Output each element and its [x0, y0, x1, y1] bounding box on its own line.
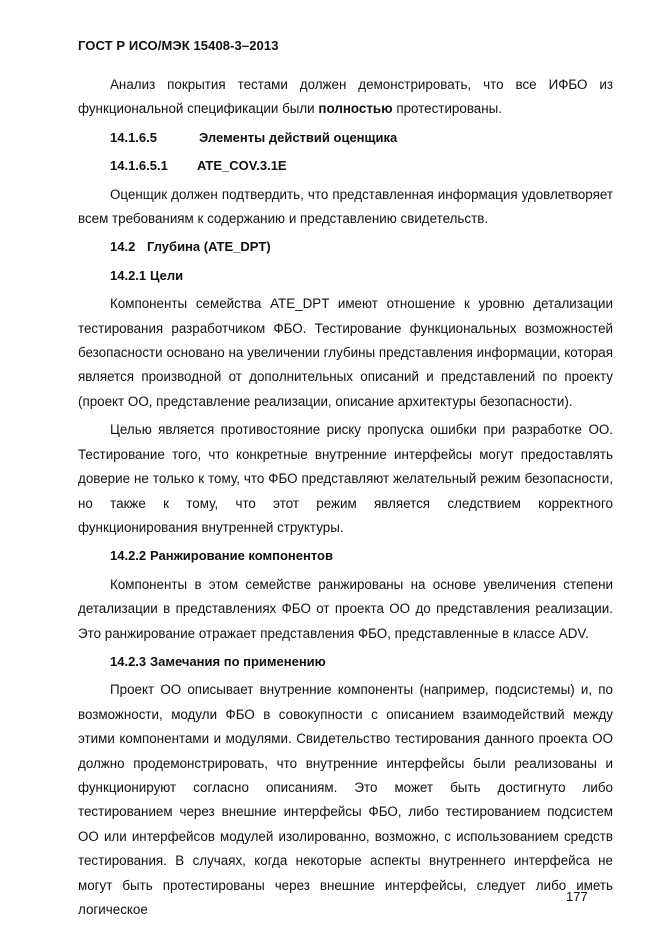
section-heading-14-1-6-5-1	[78, 154, 613, 178]
page-number: 177	[566, 889, 588, 904]
section-heading-14-1-6-5	[78, 126, 613, 150]
section-heading-14-2	[78, 235, 613, 259]
section-number: 14.2	[110, 239, 136, 255]
section-title: ATE_COV.3.1E	[197, 158, 287, 174]
section-title: Ранжирование компонентов	[150, 548, 333, 564]
section-title: Элементы действий оценщика	[199, 129, 398, 145]
paragraph-text: Анализ покрытия тестами должен демонстрировать, что все ИФБО из функциональной спецификации были	[78, 77, 613, 117]
section-title: Замечания по применению	[150, 653, 326, 669]
section-heading-14-2-2	[78, 544, 613, 568]
section-number: 14.2.1	[110, 267, 147, 283]
page-content	[78, 73, 613, 926]
paragraph-objectives: Компоненты семейства ATE_DPT имеют отношение к уровню детализации тестирования разработчиком ФБО. Тестирование функциональных возможностей безопасности основано на увеличении глубины представления информации, которая является производной от дополнительных описаний и представлений по проекту (проект ОО, представление реализации, описание архитектуры безопасности).	[78, 296, 613, 409]
paragraph-goal: Целью является противостояние риску пропуска ошибки при разработке ОО. Тестирование того, что конкретные внутренние интерфейсы могут предоставлять доверие не только к тому, что ФБО представляют желательный режим безопасности, но также к тому, что этот режим является следствием корректного функционирования внутренней структуры.	[78, 422, 613, 535]
paragraph-application-notes: Проект ОО описывает внутренние компоненты (например, подсистемы) и, по возможности, модули ФБО в совокупности с описанием взаимодействий между этими компонентами и модулями. Свидетельство тестирования данного проекта ОО должно продемонстрировать, что внутренние интерфейсы были реализованы и функционируют согласно описаниям. Это может быть достигнуто либо тестированием через внешние интерфейсы ФБО, либо тестированием подсистем ОО или интерфейсов модулей изолированно, возможно, с использованием средств тестирования. В случаях, когда некоторые аспекты внутреннего интерфейса не могут быть протестированы через внешние интерфейсы, следует либо иметь логическое	[78, 682, 613, 917]
section-number: 14.2.3	[110, 653, 147, 669]
paragraph-ranking: Компоненты в этом семействе ранжированы на основе увеличения степени детализации в представлениях ФБО от проекта ОО до представления реализации. Это ранжирование отражает представления ФБО, представленные в классе ADV.	[78, 576, 613, 641]
paragraph-text: протестированы.	[392, 101, 502, 117]
section-title: Цели	[150, 267, 184, 283]
section-heading-14-2-1	[78, 264, 613, 288]
section-number: 14.2.2	[110, 548, 147, 564]
emphasis-text: полностью	[318, 101, 393, 117]
section-title: Глубина (ATE_DPT)	[147, 239, 271, 255]
document-header: ГОСТ Р ИСО/МЭК 15408-3–2013	[78, 38, 279, 53]
section-heading-14-2-3	[78, 650, 613, 674]
section-number: 14.1.6.5	[110, 129, 157, 145]
paragraph-evaluator-confirm: Оценщик должен подтвердить, что представленная информация удовлетворяет всем требованиям к содержанию и представлению свидетельств.	[78, 186, 613, 227]
section-number: 14.1.6.5.1	[110, 158, 168, 174]
paragraph-coverage-analysis	[78, 73, 613, 122]
